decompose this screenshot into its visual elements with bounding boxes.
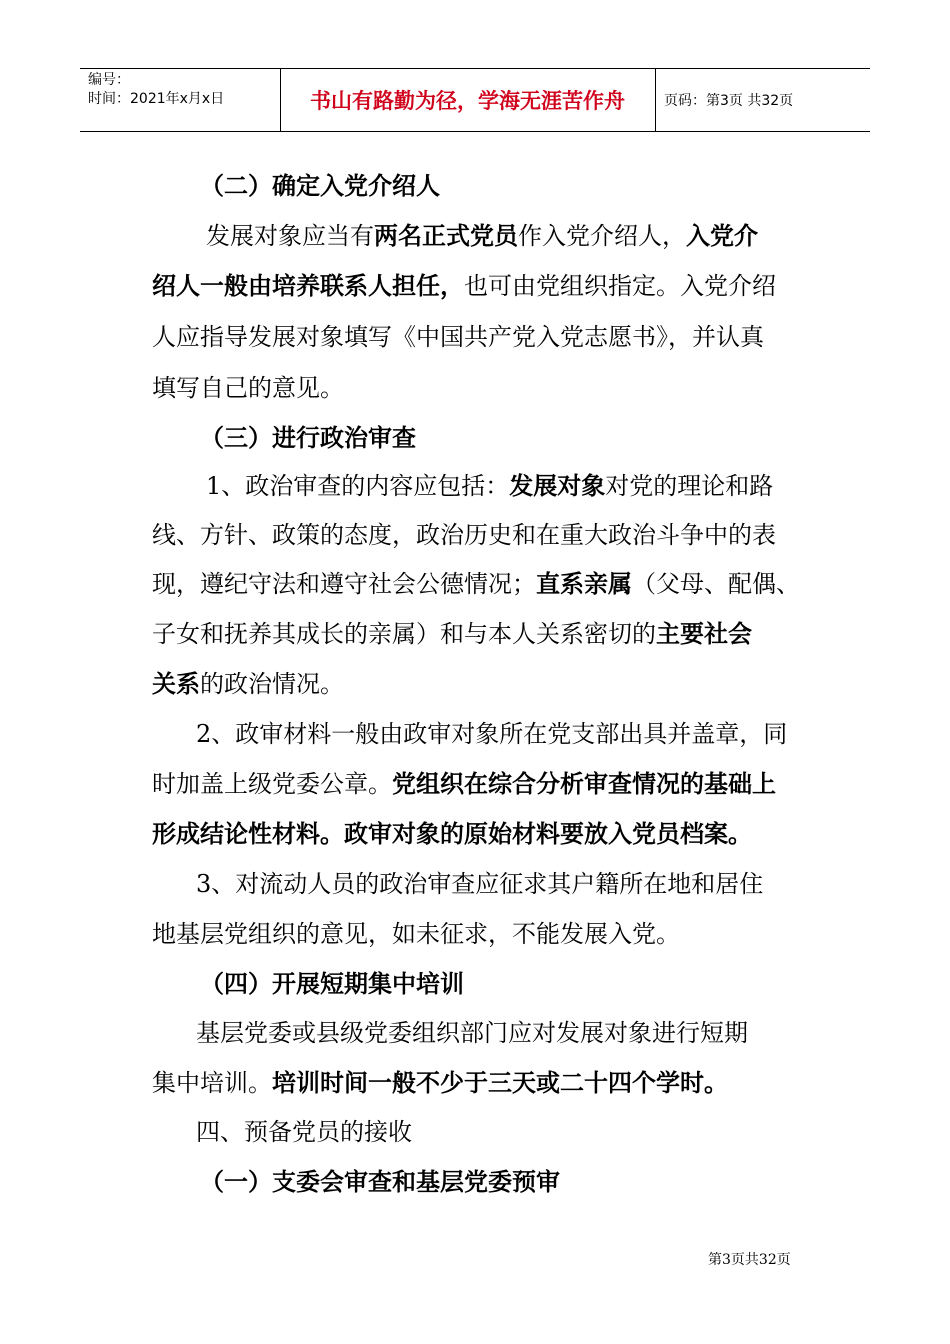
header-motto: 书山有路勤为径，学海无涯苦作舟 [310, 89, 625, 113]
paragraph-line: 基层党委或县级党委组织部门应对发展对象进行短期 [196, 1019, 748, 1047]
paragraph-line: 形成结论性材料。政审对象的原始材料要放入党员档案。 [152, 820, 752, 848]
paragraph-line: 子女和抚养其成长的亲属）和与本人关系密切的主要社会 [152, 620, 752, 648]
paragraph-line: 集中培训。培训时间一般不少于三天或二十四个学时。 [152, 1069, 728, 1097]
paragraph-line: 1、政治审查的内容应包括：发展对象对党的理论和路 [206, 472, 774, 500]
paragraph-line: 时加盖上级党委公章。党组织在综合分析审查情况的基础上 [152, 770, 776, 798]
paragraph-line: 线、方针、政策的态度，政治历史和在重大政治斗争中的表 [152, 521, 776, 549]
page-footer: 第3页共32页 [708, 1252, 791, 1268]
section-heading: （一）支委会审查和基层党委预审 [200, 1168, 560, 1196]
paragraph-line: 绍人一般由培养联系人担任，也可由党组织指定。入党介绍 [152, 272, 776, 300]
header-divider [655, 69, 656, 131]
doc-number: 编号： [88, 72, 130, 88]
section-title: 四、预备党员的接收 [196, 1118, 412, 1146]
paragraph-line: 地基层党组织的意见，如未征求，不能发展入党。 [152, 920, 680, 948]
paragraph-line: 2、政审材料一般由政审对象所在党支部出具并盖章，同 [196, 720, 788, 748]
header-page-number: 页码：第3页 共32页 [664, 93, 794, 109]
paragraph-line: 人应指导发展对象填写《中国共产党入党志愿书》，并认真 [152, 323, 764, 351]
doc-time: 时间：2021年x月x日 [88, 91, 225, 107]
header-meta [88, 71, 224, 109]
section-heading: （三）进行政治审查 [200, 424, 416, 452]
page-header [80, 68, 870, 132]
paragraph-line: 填写自己的意见。 [152, 374, 344, 402]
paragraph-line: 发展对象应当有两名正式党员作入党介绍人，入党介 [206, 222, 758, 250]
section-heading: （四）开展短期集中培训 [200, 970, 464, 998]
paragraph-line: 现，遵纪守法和遵守社会公德情况；直系亲属（父母、配偶、 [152, 570, 800, 598]
section-heading: （二）确定入党介绍人 [200, 172, 440, 200]
paragraph-line: 3、对流动人员的政治审查应征求其户籍所在地和居住 [196, 870, 764, 898]
paragraph-line: 关系的政治情况。 [152, 670, 344, 698]
